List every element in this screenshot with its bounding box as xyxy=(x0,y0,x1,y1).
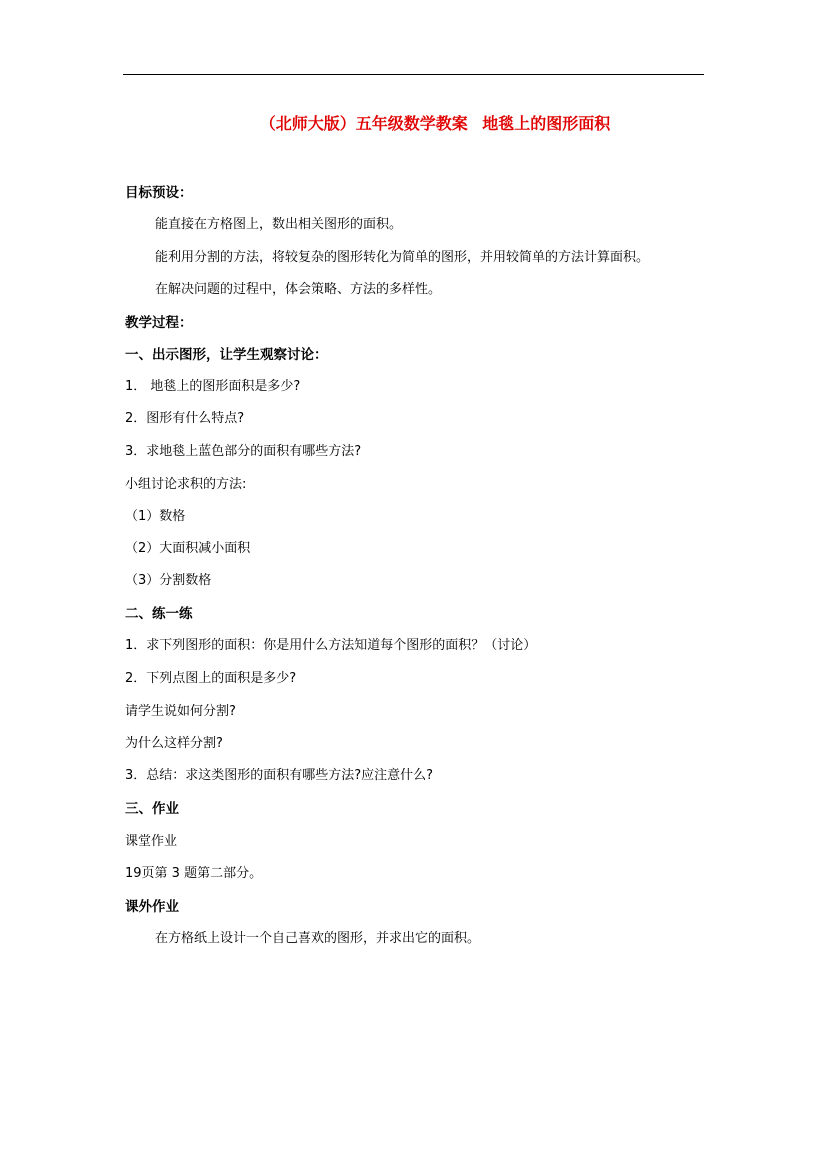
list-item: 3．求地毯上蓝色部分的面积有哪些方法? xyxy=(125,444,362,459)
paragraph: 请学生说如何分割? xyxy=(125,704,236,719)
list-item: 2．图形有什么特点? xyxy=(125,411,245,426)
title-part-2: 地毯上的图形面积 xyxy=(482,114,611,133)
list-item: （2）大面积减小面积 xyxy=(125,541,251,556)
list-item: （1）数格 xyxy=(125,509,186,524)
subheading-homework: 课外作业 xyxy=(125,899,179,915)
goal-item: 能直接在方格图上，数出相关图形的面积。 xyxy=(155,217,403,232)
list-item: 1．求下列图形的面积：你是用什么方法知道每个图形的面积？（讨论） xyxy=(125,638,537,653)
paragraph: 19页第 3 题第二部分。 xyxy=(125,866,263,881)
section-heading-2: 二、练一练 xyxy=(125,606,193,622)
paragraph: 小组讨论求积的方法: xyxy=(125,477,247,492)
paragraph: 课堂作业 xyxy=(125,834,178,849)
list-item: 3．总结：求这类图形的面积有哪些方法?应注意什么? xyxy=(125,768,434,783)
list-item: （3）分割数格 xyxy=(125,573,212,588)
heading-goals: 目标预设： xyxy=(125,185,193,201)
section-heading-3: 三、作业 xyxy=(125,801,179,817)
list-item: 2．下列点图上的面积是多少? xyxy=(125,671,297,686)
header-rule xyxy=(123,74,704,75)
document-title xyxy=(0,113,827,135)
goal-item: 在解决问题的过程中，体会策略、方法的多样性。 xyxy=(155,282,442,297)
heading-process: 教学过程： xyxy=(125,315,193,331)
title-part-1: （北师大版）五年级数学教案 xyxy=(259,114,468,133)
paragraph: 为什么这样分割? xyxy=(125,736,223,751)
paragraph: 在方格纸上设计一个自己喜欢的图形，并求出它的面积。 xyxy=(155,931,481,946)
goal-item: 能利用分割的方法，将较复杂的图形转化为简单的图形，并用较简单的方法计算面积。 xyxy=(155,250,650,265)
list-item: 1． 地毯上的图形面积是多少? xyxy=(125,379,301,394)
section-heading-1: 一、出示图形，让学生观察讨论： xyxy=(125,347,328,363)
